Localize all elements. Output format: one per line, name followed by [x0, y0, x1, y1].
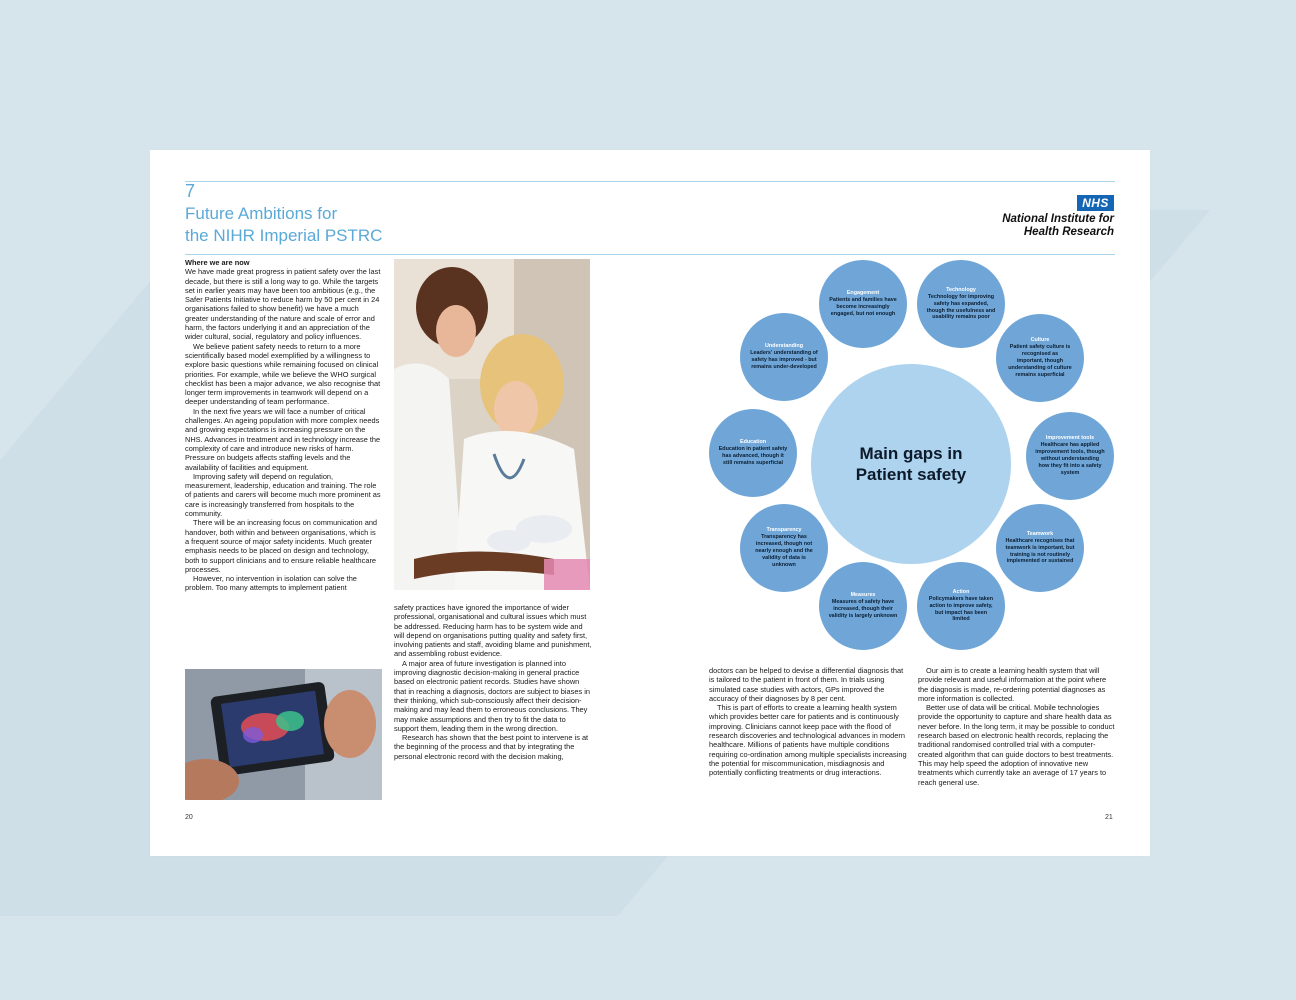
diagram-center	[811, 364, 1011, 564]
paragraph: However, no intervention in isolation can solve the problem. Too many attempts to implement patient	[185, 574, 357, 593]
node-title: Measures	[850, 592, 876, 599]
node-title: Education	[739, 439, 767, 446]
node-title: Teamwork	[1026, 530, 1054, 537]
node-text: Patient safety culture is recognised as important, though understanding of culture remains superficial	[1008, 344, 1072, 378]
paragraph: We believe patient safety needs to return to a more scientifically based model exemplified by a willingness to explore basic questions while remaining focused on clinical priorities. For example, while we believe the WHO surgical checklist has been a major advance, we also recognise that longer term improvements in teamwork will depend on a deeper understanding of team performance.	[185, 341, 381, 407]
tablet-photo-illustration	[185, 669, 382, 800]
page-number-right: 21	[1105, 814, 1113, 821]
paragraph: There will be an increasing focus on communication and handover, both within and between organisations, which is a frequent source of major safety incidents. Much greater emphasis needs to be placed on design and technology, both to support clinicians and to ensure reliable healthcare processes.	[185, 518, 378, 574]
node-title: Action	[952, 588, 970, 595]
clinicians-photo-illustration	[394, 259, 590, 590]
node-text: Education in patient safety has advanced, though it still remains superficial	[718, 446, 788, 466]
brochure-spread	[150, 150, 1150, 856]
tablet-photo	[185, 669, 382, 800]
diagram-node-culture	[996, 314, 1084, 402]
diagram-node-understanding	[740, 313, 828, 401]
nihr-wordmark	[1002, 213, 1114, 239]
text-column-right-1	[709, 666, 907, 778]
node-title: Improvement tools	[1045, 435, 1095, 442]
diagram-node-improvement-tools	[1026, 412, 1114, 500]
chapter-title	[185, 203, 382, 247]
chapter-number: 7	[185, 181, 196, 201]
diagram-node-education	[709, 409, 797, 497]
header-rule-bottom	[185, 254, 1115, 255]
node-text: Leaders' understanding of safety has improved - but remains under-developed	[750, 350, 818, 370]
text-column-right-2	[918, 666, 1116, 787]
node-text: Technology for improving safety has expanded, though the usefulness and usability remains poor	[926, 293, 996, 321]
header-rule-top	[185, 181, 1115, 182]
node-text: Healthcare has applied improvement tools, though without understanding how they fit into a safety system	[1035, 442, 1105, 476]
node-title: Technology	[946, 286, 976, 293]
node-title: Culture	[1030, 337, 1050, 344]
page-number-left: 20	[185, 814, 193, 821]
nihr-line-2: Health Research	[1023, 226, 1114, 238]
nihr-line-1: National Institute for	[1002, 213, 1114, 225]
node-text: Healthcare recognises that teamwork is important, but training is not routinely implemented or sustained	[1005, 537, 1075, 565]
diagram-node-action	[917, 562, 1005, 650]
paragraph: This is part of efforts to create a learning health system which provides better care for patients and is continuously improving. Clinicians cannot keep pace with the flood of research discoveries and technological advances in modern healthcare. Millions of patients have multiple conditions requiring co-ordination among multiple specialists increasing the potential for miscommunication, misdiagnosis and potentially conflicting treatments or drug interactions.	[709, 703, 907, 778]
node-title: Understanding	[764, 343, 804, 350]
clinicians-photo	[394, 259, 590, 590]
paragraph: A major area of future investigation is planned into improving diagnostic decision-making in general practice based on electronic patient records. Studies have shown that in reaching a diagnosis, doctors are subject to biases in their thinking, which sub-consciously affect their decision-making and may lead them to erroneous conclusions. They may make assumptions and then try to fit the data to support them, leading them in the wrong direction.	[394, 658, 590, 733]
node-title: Engagement	[846, 290, 880, 297]
diagram-node-engagement	[819, 260, 907, 348]
node-text: Policymakers have taken action to improve safety, but impact has been limited	[928, 595, 994, 623]
diagram-node-teamwork	[996, 504, 1084, 592]
text-column-middle	[394, 603, 592, 761]
paragraph: In the next five years we will face a number of critical challenges. An ageing population with more complex needs and growing expectations is increasing pressure on the NHS. Advances in treatment and in technology increase the complexity of care and introduce new risks of harm. Pressure on budgets affects staffing levels and the availability of facilities and equipment.	[185, 406, 381, 472]
paragraph: doctors can be helped to devise a differential diagnosis that is tailored to the patient in front of them. In trials using simulated case studies with actors, GPs improved the accuracy of their diagnoses by 8 per cent.	[709, 666, 904, 703]
paragraph: Research has shown that the best point to intervene is at the beginning of the process and that by integrating the personal electronic record with the decision making,	[394, 733, 589, 761]
paragraph: safety practices have ignored the importance of wider professional, organisational and cultural issues which must be addressed. Reducing harm has to be system wide and will depend on organisations putting quality and safety first, involving patients and staff, avoiding blame and punishment, and assembling robust evidence.	[394, 603, 592, 659]
node-text: Measures of safety have increased, though their validity is largely unknown	[828, 599, 898, 619]
diagram-node-technology	[917, 260, 1005, 348]
node-text: Patients and families have become increasingly engaged, but not enough	[829, 297, 897, 317]
nhs-logo: NHS	[1077, 195, 1114, 211]
diagram-node-transparency	[740, 504, 828, 592]
diagram-center-label	[856, 443, 967, 485]
chapter-title-line-2: the NIHR Imperial PSTRC	[185, 226, 383, 245]
paragraph: Our aim is to create a learning health system that will provide relevant and useful information at the point where the diagnosis is made, re-ordering potential diagnoses as more information is collected.	[918, 666, 1107, 703]
diagram-center-line-2: Patient safety	[855, 465, 967, 484]
diagram-center-line-1: Main gaps in	[859, 444, 963, 463]
section-heading: Where we are now	[185, 258, 250, 267]
chapter-title-line-1: Future Ambitions for	[185, 204, 338, 223]
diagram-node-measures	[819, 562, 907, 650]
paragraph: Improving safety will depend on regulation, measurement, leadership, education and training. The role of patients and carers will become much more prominent as care is increasingly transferred from hospitals to the community.	[185, 471, 381, 519]
paragraph: Better use of data will be critical. Mobile technologies provide the opportunity to capture and share health data as never before. In the long term, it may be possible to conduct research based on electronic health records, replacing the traditional randomised controlled trial with a computer-created algorithm that can guide doctors to best treatments. This may help speed the adoption of innovative new treatments which currently take an average of 17 years to reach general use.	[918, 703, 1115, 787]
text-column-left	[185, 258, 381, 593]
paragraph: We have made great progress in patient safety over the last decade, but there is still a long way to go. While the targets set in earlier years may have been too ambitious (e.g., the Safer Patients Initiative to reduce harm by 50 per cent in 24 organisations failed to show benefit) we have a much greater understanding of the nature and scale of error and harm, the factors underlying it and an appreciation of the wider cultural, social, regulatory and policy influences.	[185, 267, 381, 342]
node-title: Transparency	[766, 527, 802, 534]
node-text: Transparency has increased, though not nearly enough and the validity of data is unknown	[755, 534, 813, 568]
